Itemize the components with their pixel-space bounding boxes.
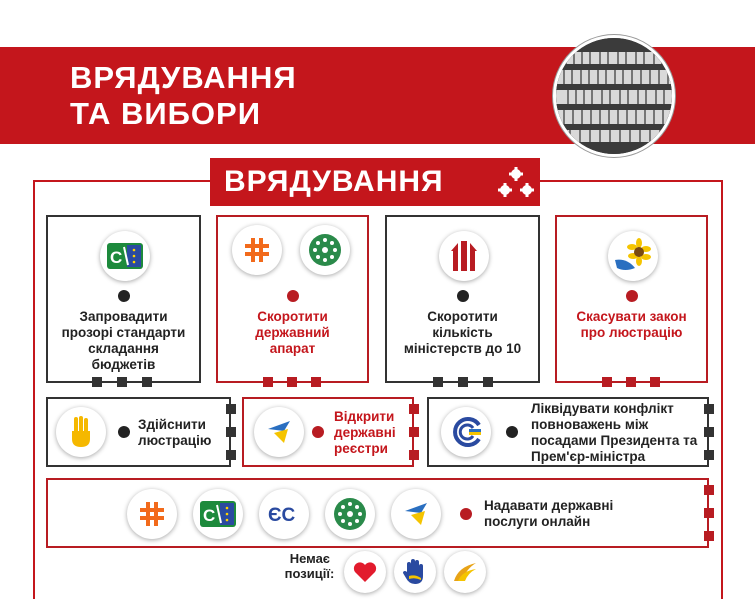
ec-logo-text: ЄС bbox=[268, 505, 296, 526]
row-online-services bbox=[46, 478, 709, 548]
row-text: Надавати державні послуги онлайн bbox=[484, 498, 614, 529]
position-dot bbox=[457, 290, 469, 302]
hand-party-logo-icon bbox=[394, 551, 436, 593]
position-dot bbox=[312, 426, 324, 438]
batkivshchyna-logo-icon bbox=[441, 407, 491, 457]
connector-square bbox=[409, 404, 419, 414]
archive-shelves-image bbox=[553, 35, 675, 157]
svoboda-logo-icon bbox=[56, 407, 106, 457]
holos-logo-icon bbox=[127, 489, 177, 539]
card-reduce-apparatus bbox=[216, 215, 369, 383]
card-text: Запровадити прозорі стандарти складання бюджетів bbox=[61, 309, 186, 372]
connector-square bbox=[263, 377, 273, 387]
gears-icon bbox=[494, 166, 538, 200]
samopomich-logo-icon bbox=[193, 489, 243, 539]
connector-square bbox=[117, 377, 127, 387]
connector-square bbox=[704, 508, 714, 518]
opposition-platform-logo-icon bbox=[439, 231, 489, 281]
no-position-label bbox=[262, 551, 334, 581]
card-cancel-lustration-law bbox=[555, 215, 708, 383]
heart-party-logo-icon bbox=[344, 551, 386, 593]
connector-square bbox=[226, 404, 236, 414]
connector-square bbox=[704, 485, 714, 495]
row-conflict-of-powers bbox=[427, 397, 709, 467]
samopomich-logo-text: С bbox=[110, 248, 123, 267]
no-position-text: Немає позиції bbox=[284, 551, 330, 581]
row-text: Здійснити люстрацію bbox=[138, 417, 212, 448]
page-title-line-2: ТА ВИБОРИ bbox=[70, 96, 262, 131]
opposition-bloc-logo-icon bbox=[608, 231, 658, 281]
no-position-colon: : bbox=[330, 566, 335, 581]
connector-square bbox=[626, 377, 636, 387]
sluga-narodu-logo-icon bbox=[325, 489, 375, 539]
card-budget-standards bbox=[46, 215, 201, 383]
row-open-registries bbox=[242, 397, 414, 467]
connector-square bbox=[226, 427, 236, 437]
connector-square bbox=[409, 427, 419, 437]
card-text: Скасувати закон про люстрацію bbox=[576, 309, 687, 340]
position-dot bbox=[287, 290, 299, 302]
position-dot bbox=[118, 290, 130, 302]
connector-square bbox=[704, 531, 714, 541]
connector-square bbox=[92, 377, 102, 387]
connector-square bbox=[650, 377, 660, 387]
card-reduce-ministries bbox=[385, 215, 540, 383]
row-text: Ліквідувати конфлікт повноважень між посадами Президента та Прем'єр-міністра bbox=[531, 401, 698, 464]
row-text: Відкрити державні реєстри bbox=[334, 409, 396, 456]
connector-square bbox=[142, 377, 152, 387]
connector-square bbox=[704, 450, 714, 460]
row-lustration bbox=[46, 397, 231, 467]
sluga-narodu-logo-icon bbox=[300, 225, 350, 275]
page-title bbox=[70, 60, 297, 132]
samopomich-logo-text: С bbox=[203, 506, 216, 525]
connector-square bbox=[458, 377, 468, 387]
position-dot bbox=[626, 290, 638, 302]
european-solidarity-logo-icon bbox=[259, 489, 309, 539]
holos-logo-icon bbox=[232, 225, 282, 275]
position-dot bbox=[460, 508, 472, 520]
connector-square bbox=[226, 450, 236, 460]
connector-square bbox=[704, 404, 714, 414]
card-text: Скоротити державний апарат bbox=[255, 309, 330, 356]
connector-square bbox=[704, 427, 714, 437]
holos-party-logo-icon bbox=[254, 407, 304, 457]
connector-square bbox=[409, 450, 419, 460]
holos-party-logo-icon bbox=[391, 489, 441, 539]
card-text: Скоротити кількість міністерств до 10 bbox=[403, 309, 522, 356]
connector-square bbox=[433, 377, 443, 387]
position-dot bbox=[118, 426, 130, 438]
connector-square bbox=[311, 377, 321, 387]
section-title: ВРЯДУВАННЯ bbox=[210, 158, 540, 206]
connector-square bbox=[602, 377, 612, 387]
position-dot bbox=[506, 426, 518, 438]
page-title-line-1: ВРЯДУВАННЯ bbox=[70, 60, 297, 95]
connector-square bbox=[483, 377, 493, 387]
samopomich-logo-icon bbox=[100, 231, 150, 281]
wings-party-logo-icon bbox=[444, 551, 486, 593]
connector-square bbox=[287, 377, 297, 387]
